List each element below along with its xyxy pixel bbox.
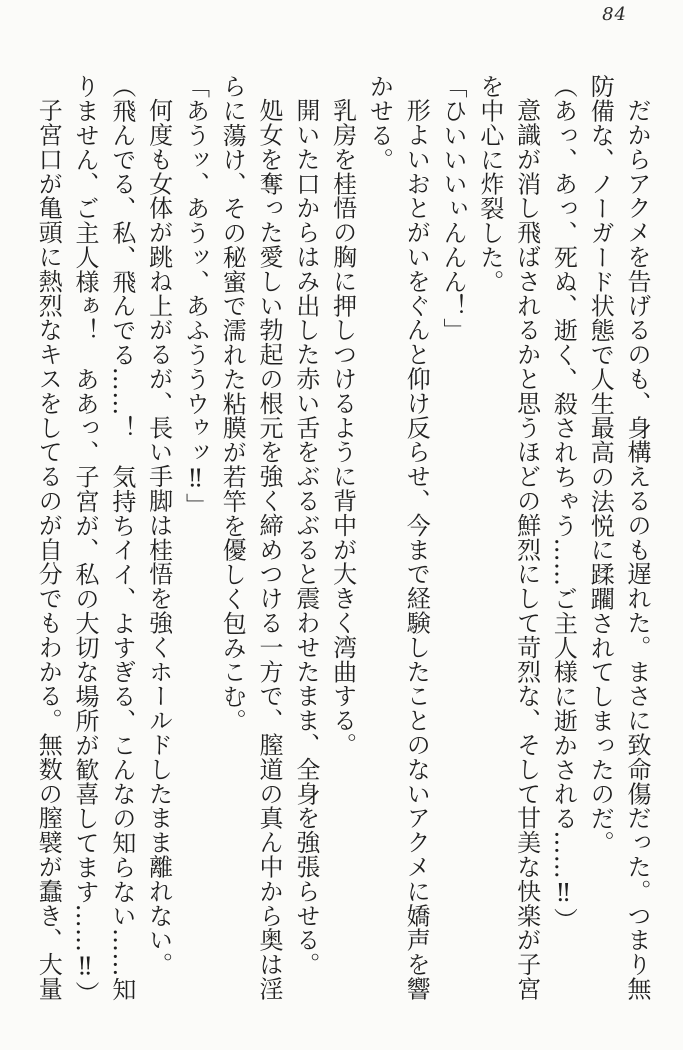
paragraph-11: （飛んでる、私、飛んでる……！ 気持ちイイ、よすぎる、こんなの知らない……知りません、ご主人様ぁ！ ああっ、子宮が、私の大切な場所が歓喜してます……‼）	[71, 74, 136, 1006]
paragraph-9: 「あうッ、あうッ、あふううウゥッ‼」	[181, 74, 210, 518]
paragraph-1: だからアクメを告げるのも、身構えるのも遅れた。まさに致命傷だった。つまり無防備な、ノーガード状態で人生最高の法悦に蹂躙されてしまったのだ。	[586, 74, 651, 1001]
paragraph-6: 乳房を桂悟の胸に押しつけるように背中が大きく湾曲する。	[328, 98, 357, 757]
paragraph-10: 何度も女体が跳ね上がるが、長い手脚は桂悟を強くホールドしたまま離れない。	[144, 98, 173, 977]
paragraph-2: （あっ、あっ、死ぬ、逝く、殺されちゃう……ご主人様に逝かされる……‼）	[549, 74, 578, 932]
paragraph-8: 処女を奪った愛しい勃起の根元を強く締めつける一方で、膣道の真ん中から奥は淫らに蕩け、その秘蜜で濡れた粘膜が若竿を優しく包みこむ。	[218, 74, 284, 1001]
text-area	[29, 74, 655, 1006]
paragraph-4: 「ひいいいぃんんん！」	[439, 74, 468, 343]
page-number: 84	[602, 4, 627, 25]
paragraph-7: 開いた口からはみ出した赤い舌をぶるぶると震わせたまま、全身を強張らせる。	[291, 98, 320, 977]
paragraph-5: 形よいおとがいをぐんと仰け反らせ、今まで経験したことのないアクメに嬌声を響かせる。	[365, 74, 431, 1001]
paragraph-12: 子宮口が亀頭に熱烈なキスをしてるのが自分でもわかる。無数の膣襞が蠢き、大量	[34, 98, 63, 1001]
paragraph-3: 意識が消し飛ばされるかと思うほどの鮮烈にして苛烈な、そして甘美な快楽が子宮を中心に炸裂した。	[475, 74, 541, 1001]
